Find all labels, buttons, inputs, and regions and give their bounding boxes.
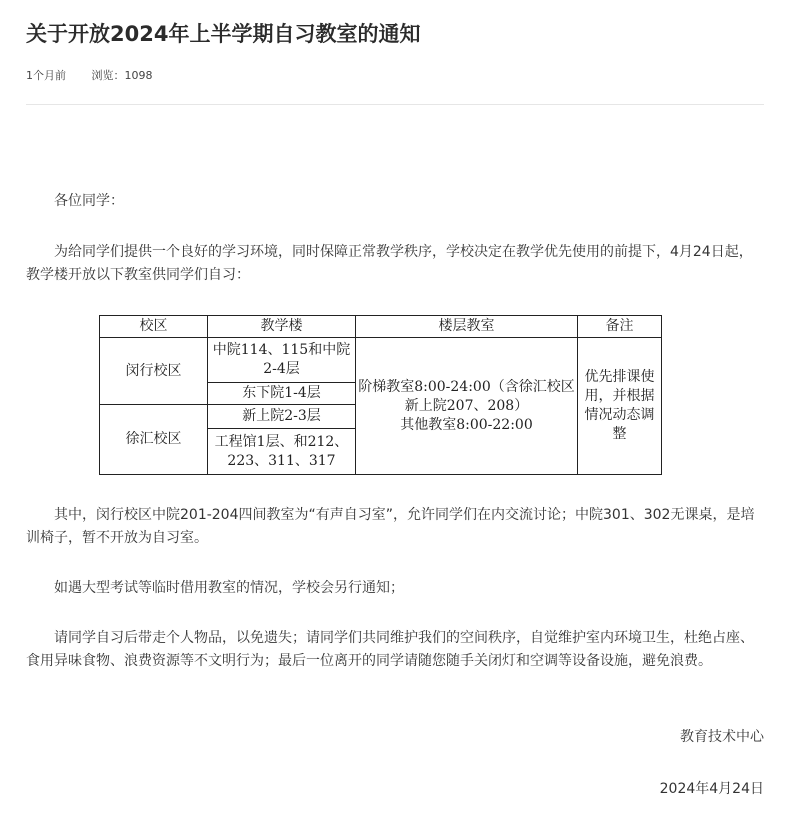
page-title: 关于开放2024年上半学期自习教室的通知 bbox=[26, 22, 421, 46]
header-notes: 备注 bbox=[578, 316, 662, 338]
header-building: 教学楼 bbox=[208, 316, 356, 338]
voice-room-paragraph: 其中，闵行校区中院201-204四间教室为“有声自习室”，允许同学们在内交流讨论；中院301、302无课桌，是培训椅子，暂不开放为自习室。 bbox=[26, 507, 755, 546]
signature: 教育技术中心 bbox=[680, 729, 764, 745]
publish-time: 1个月前 bbox=[26, 69, 66, 82]
rooms-line-2: 其他教室8:00-22:00 bbox=[400, 416, 533, 433]
table-header-row bbox=[100, 316, 662, 338]
rooms-line-1: 阶梯教室8:00-24:00（含徐汇校区新上院207、208） bbox=[358, 378, 575, 414]
header-rooms: 楼层教室 bbox=[356, 316, 578, 338]
greeting: 各位同学： bbox=[54, 193, 124, 209]
notes-cell: 优先排课使用，并根据情况动态调整 bbox=[578, 338, 662, 475]
publish-date: 2024年4月24日 bbox=[659, 781, 764, 797]
table-row bbox=[100, 338, 662, 383]
classroom-table bbox=[99, 315, 662, 475]
campus-xuhui: 徐汇校区 bbox=[100, 405, 208, 475]
building-minhang-1: 中院114、115和中院2-4层 bbox=[208, 338, 356, 383]
view-count: 浏览：1098 bbox=[91, 69, 153, 82]
request-paragraph: 请同学自习后带走个人物品，以免遗失；请同学们共同维护我们的空间秩序，自觉维护室内环境卫生，杜绝占座、食用异味食物、浪费资源等不文明行为；最后一位离开的同学请随您随手关闭灯和空调等设备设施，避免浪费。 bbox=[26, 630, 754, 669]
article-meta bbox=[26, 67, 153, 83]
building-xuhui-2: 工程馆1层、和212、223、311、317 bbox=[208, 429, 356, 475]
exam-paragraph: 如遇大型考试等临时借用教室的情况，学校会另行通知； bbox=[54, 580, 404, 596]
rooms-cell bbox=[356, 338, 578, 475]
building-minhang-2: 东下院1-4层 bbox=[208, 383, 356, 405]
intro-paragraph: 为给同学们提供一个良好的学习环境，同时保障正常教学秩序，学校决定在教学优先使用的前提下，4月24日起，教学楼开放以下教室供同学们自习： bbox=[26, 244, 753, 283]
header-campus: 校区 bbox=[100, 316, 208, 338]
building-xuhui-1: 新上院2-3层 bbox=[208, 405, 356, 429]
campus-minhang: 闵行校区 bbox=[100, 338, 208, 405]
divider bbox=[26, 104, 764, 105]
